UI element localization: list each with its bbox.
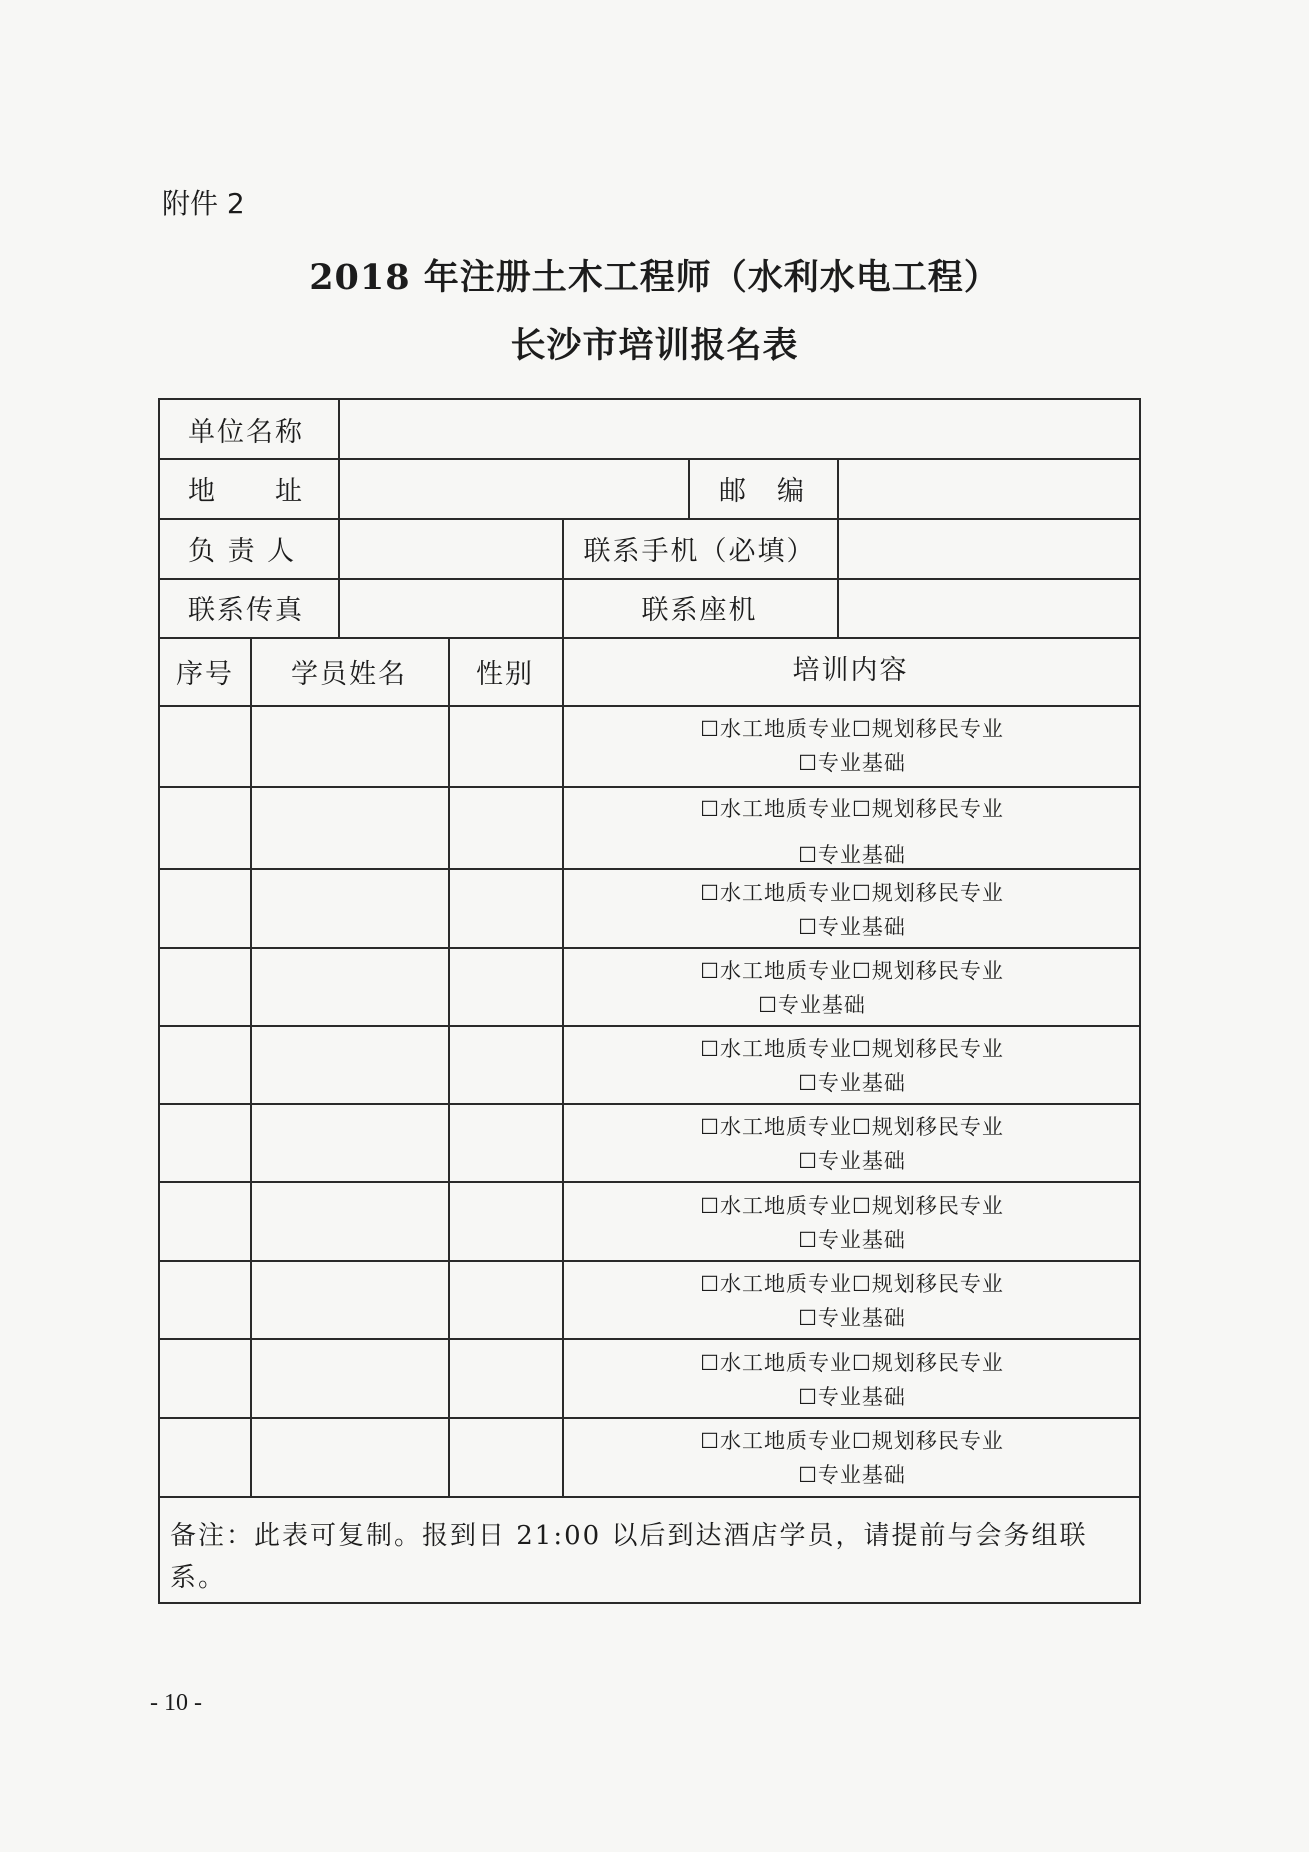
- postcode-field[interactable]: [839, 458, 1139, 518]
- mobile-field[interactable]: [839, 518, 1139, 578]
- option-line-basic[interactable]: ☐专业基础: [798, 751, 906, 775]
- person-in-charge-label: 负 责 人: [188, 535, 297, 567]
- option-line-basic[interactable]: ☐专业基础: [758, 993, 866, 1017]
- remark-note: 备注：此表可复制。报到日 21:00 以后到达酒店学员，请提前与会务组联系。: [170, 1521, 1088, 1593]
- training-options-row-1[interactable]: [563, 712, 1141, 780]
- row-divider: [160, 947, 1139, 949]
- option-line-basic[interactable]: ☐专业基础: [798, 915, 906, 939]
- landline-label: 联系座机: [641, 595, 758, 626]
- option-line-primary[interactable]: ☐水工地质专业☐规划移民专业: [700, 1351, 1004, 1375]
- training-options-row-8[interactable]: [563, 1267, 1141, 1335]
- row-divider: [160, 1417, 1139, 1419]
- option-line-primary[interactable]: ☐水工地质专业☐规划移民专业: [700, 1037, 1004, 1061]
- training-options-row-3[interactable]: [563, 876, 1141, 944]
- row-divider: [160, 1260, 1139, 1262]
- option-line-basic[interactable]: ☐专业基础: [798, 1228, 906, 1252]
- option-line-primary[interactable]: ☐水工地质专业☐规划移民专业: [700, 717, 1004, 741]
- option-line-basic[interactable]: ☐专业基础: [798, 1463, 906, 1487]
- option-line-basic[interactable]: ☐专业基础: [798, 1306, 906, 1330]
- training-options-row-5[interactable]: [563, 1032, 1141, 1100]
- row-divider: [160, 705, 1139, 707]
- training-options-row-2[interactable]: [563, 792, 1141, 872]
- option-line-primary[interactable]: ☐水工地质专业☐规划移民专业: [700, 1115, 1004, 1139]
- column-divider: [250, 637, 252, 1496]
- training-options-row-10[interactable]: [563, 1424, 1141, 1492]
- option-line-basic[interactable]: ☐专业基础: [798, 1385, 906, 1409]
- option-line-basic[interactable]: ☐专业基础: [798, 843, 906, 867]
- col-header-name: 学员姓名: [291, 658, 407, 690]
- address-field[interactable]: [340, 458, 688, 518]
- col-header-content: 培训内容: [792, 654, 909, 686]
- mobile-label: 联系手机（必填）: [583, 535, 816, 567]
- option-line-primary[interactable]: ☐水工地质专业☐规划移民专业: [700, 959, 1004, 983]
- unit-name-field[interactable]: [340, 400, 1139, 458]
- option-line-primary[interactable]: ☐水工地质专业☐规划移民专业: [700, 1194, 1004, 1218]
- form-title-line2: 长沙市培训报名表: [510, 325, 799, 366]
- row-divider: [160, 1025, 1139, 1027]
- training-options-row-9[interactable]: [563, 1346, 1141, 1414]
- landline-field[interactable]: [839, 578, 1139, 637]
- row-divider: [160, 1496, 1139, 1498]
- row-divider: [160, 1338, 1139, 1340]
- attachment-label: 附件 2: [162, 187, 245, 220]
- col-header-gender: 性别: [476, 658, 534, 690]
- postcode-label: 邮 编: [719, 475, 806, 507]
- training-options-row-7[interactable]: [563, 1189, 1141, 1257]
- option-line-primary[interactable]: ☐水工地质专业☐规划移民专业: [700, 1272, 1004, 1296]
- column-divider: [448, 637, 450, 1496]
- training-options-row-6[interactable]: [563, 1110, 1141, 1178]
- page-number: - 10 -: [150, 1690, 202, 1716]
- row-divider: [160, 786, 1139, 788]
- fax-field[interactable]: [340, 578, 562, 637]
- registration-form-table: [158, 398, 1141, 1604]
- option-line-primary[interactable]: ☐水工地质专业☐规划移民专业: [700, 797, 1004, 821]
- fax-label: 联系传真: [188, 595, 304, 626]
- option-line-primary[interactable]: ☐水工地质专业☐规划移民专业: [700, 881, 1004, 905]
- address-label: 地 址: [188, 475, 304, 507]
- form-title-line1: 2018 年注册土木工程师（水利水电工程）: [309, 257, 1000, 298]
- row-divider: [160, 1181, 1139, 1183]
- col-header-no: 序号: [176, 658, 234, 690]
- option-line-basic[interactable]: ☐专业基础: [798, 1071, 906, 1095]
- unit-name-label: 单位名称: [188, 416, 304, 448]
- option-line-primary[interactable]: ☐水工地质专业☐规划移民专业: [700, 1429, 1004, 1453]
- option-line-basic[interactable]: ☐专业基础: [798, 1149, 906, 1173]
- training-options-row-4[interactable]: [563, 954, 1141, 1022]
- person-in-charge-field[interactable]: [340, 518, 562, 578]
- row-divider: [160, 1103, 1139, 1105]
